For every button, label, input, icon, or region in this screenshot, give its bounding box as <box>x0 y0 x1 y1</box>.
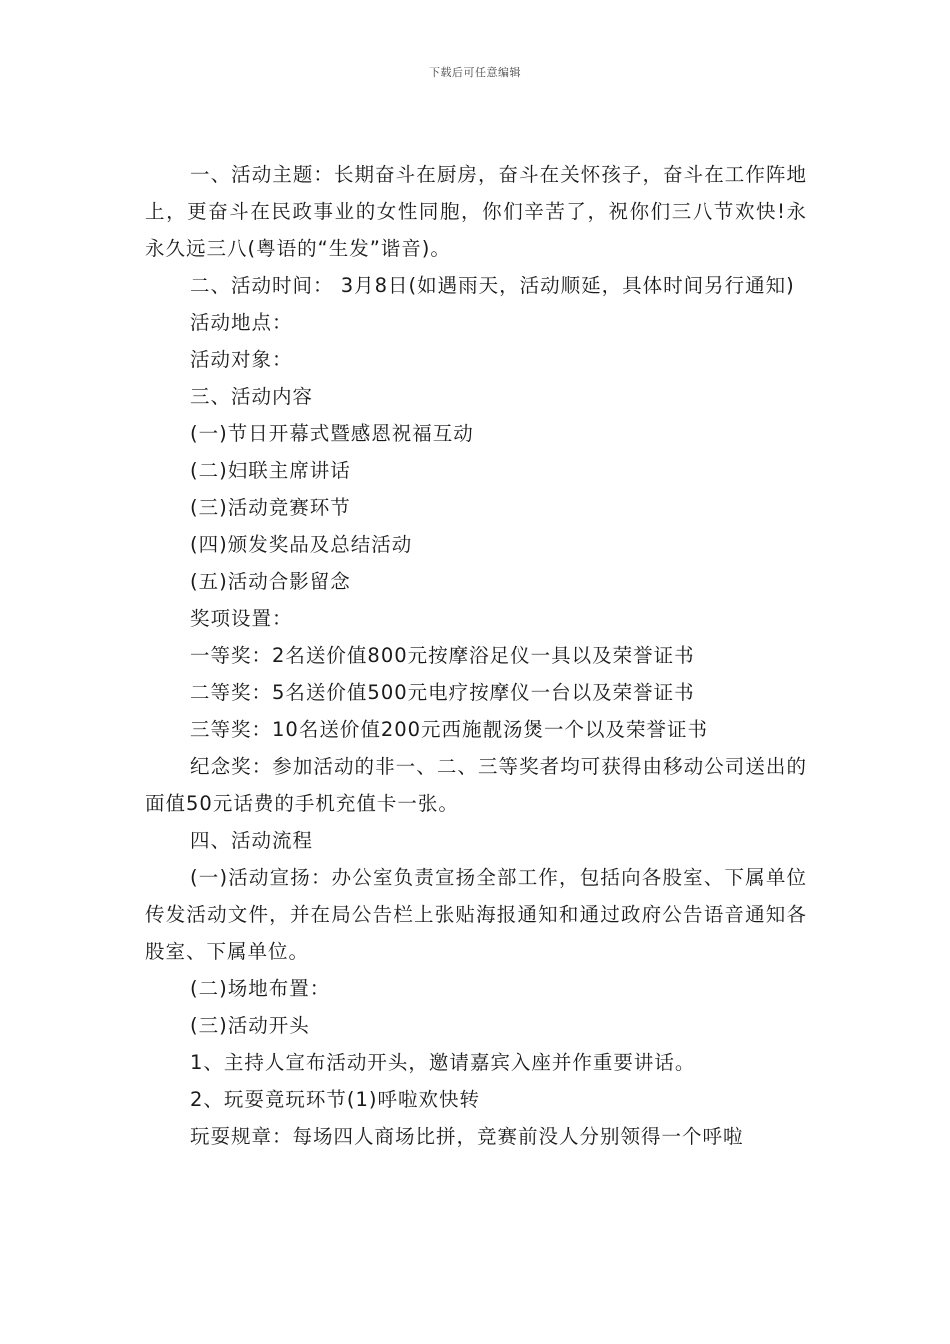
paragraph-publicity: (一)活动宣扬：办公室负责宣扬全部工作，包括向各股室、下属单位传发活动文件，并在局公告栏上张贴海报通知和通过政府公告语音通知各股室、下属单位。 <box>145 866 807 963</box>
list-item: (四)颁发奖品及总结活动 <box>190 533 413 556</box>
paragraph-audience: 活动对象： <box>190 348 293 371</box>
award-first: 一等奖：2名送价值800元按摩浴足仪一具以及荣誉证书 <box>190 644 695 667</box>
award-third: 三等奖：10名送价值200元西施靓汤煲一个以及荣誉证书 <box>190 718 709 741</box>
section-heading-awards: 奖项设置： <box>190 607 293 630</box>
section-heading-content: 三、活动内容 <box>190 385 314 408</box>
list-item: 1、主持人宣布活动开头，邀请嘉宾入座并作重要讲话。 <box>190 1051 696 1074</box>
page-header: 下载后可任意编辑 <box>429 66 521 79</box>
list-item: (三)活动竞赛环节 <box>190 496 351 519</box>
list-item: 2、玩耍竟玩环节(1)呼啦欢快转 <box>190 1088 481 1111</box>
list-item: (一)节日开幕式暨感恩祝福互动 <box>190 422 474 445</box>
award-souvenir: 纪念奖：参加活动的非一、二、三等奖者均可获得由移动公司送出的面值50元话费的手机充值卡一张。 <box>145 755 807 815</box>
paragraph-time: 二、活动时间： 3月8日(如遇雨天，活动顺延，具体时间另行通知) <box>190 274 795 297</box>
list-item: (二)妇联主席讲话 <box>190 459 351 482</box>
award-second: 二等奖：5名送价值500元电疗按摩仪一台以及荣誉证书 <box>190 681 695 704</box>
paragraph-rules: 玩耍规章：每场四人商场比拼，竞赛前没人分别领得一个呼啦 <box>190 1125 744 1148</box>
section-heading-process: 四、活动流程 <box>190 829 314 852</box>
paragraph-location: 活动地点： <box>190 311 293 334</box>
list-item: (三)活动开头 <box>190 1014 310 1037</box>
document-body <box>145 156 807 1155</box>
list-item: (五)活动合影留念 <box>190 570 351 593</box>
list-item: (二)场地布置： <box>190 977 331 1000</box>
paragraph-theme: 一、活动主题：长期奋斗在厨房，奋斗在关怀孩子，奋斗在工作阵地上，更奋斗在民政事业的女性同胞，你们辛苦了，祝你们三八节欢快!永永久远三八(粤语的“生发”谐音)。 <box>145 163 807 260</box>
